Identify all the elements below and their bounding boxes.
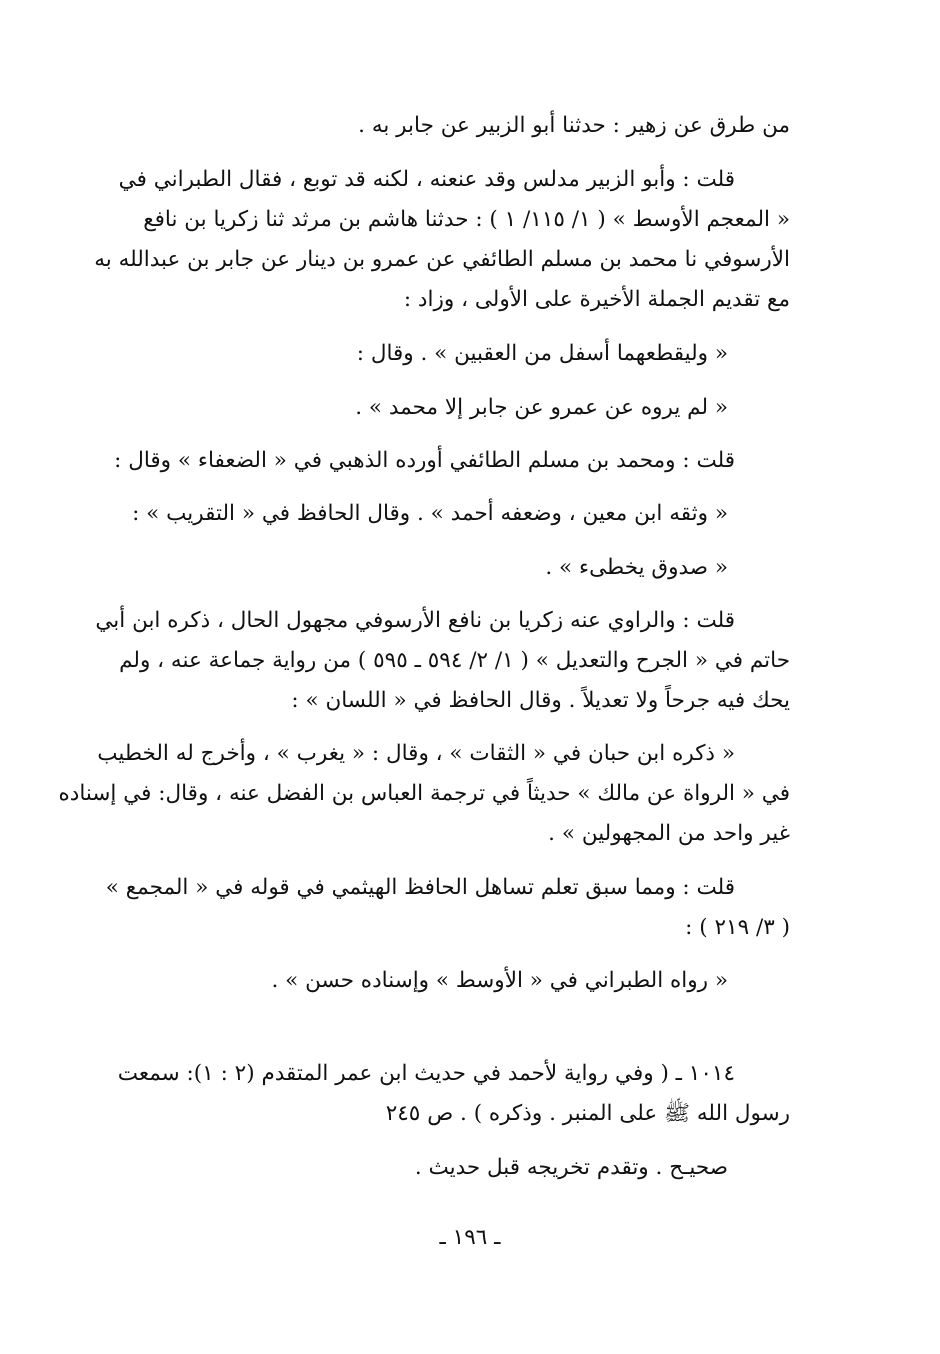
page-number: ـ ١٩٦ ـ: [439, 1225, 501, 1250]
quote-line: في « الرواة عن مالك » حديثاً في ترجمة العباس بن الفضل عنه ، وقال: في إسناده: [58, 781, 790, 806]
text-line: صحيـح . وتقدم تخريجه قبل حديث .: [414, 1155, 728, 1180]
text-line: حاتم في « الجرح والتعديل » ( ١/ ٢/ ٥٩٤ ـ ٥٩٥ ) من رواية جماعة عنه ، ولم: [119, 648, 790, 673]
text-line: قلت : ومما سبق تعلم تساهل الحافظ الهيثمي في قوله في « المجمع »: [105, 875, 735, 900]
text-line: رسول الله ﷺ على المنبر . وذكره ) . ص ٢٤٥: [385, 1101, 790, 1126]
quote-line: « ذكره ابن حبان في « الثقات » ، وقال : « يغرب » ، وأخرج له الخطيب: [97, 741, 735, 766]
quote-line: « رواه الطبراني في « الأوسط » وإسناده حسن » .: [271, 968, 728, 993]
text-line: مع تقديم الجملة الأخيرة على الأولى ، وزاد :: [403, 287, 790, 312]
text-line: قلت : ومحمد بن مسلم الطائفي أورده الذهبي في « الضعفاء » وقال :: [114, 448, 735, 473]
text-line: يحك فيه جرحاً ولا تعديلاً . وقال الحافظ في « اللسان » :: [291, 688, 790, 713]
hadith-heading: ١٠١٤ ـ ( وفي رواية لأحمد في حديث ابن عمر المتقدم (٢ : ١): سمعت: [117, 1061, 735, 1086]
quote-line: « صدوق يخطىء » .: [545, 555, 728, 580]
text-line: قلت : والراوي عنه زكريا بن نافع الأرسوفي مجهول الحال ، ذكره ابن أبي: [95, 608, 735, 633]
quote-line: « وليقطعهما أسفل من العقبين » . وقال :: [356, 341, 728, 366]
text-line: من طرق عن زهير : حدثنا أبو الزبير عن جابر به .: [358, 113, 790, 138]
text-line: الأرسوفي نا محمد بن مسلم الطائفي عن عمرو بن دينار عن جابر بن عبدالله به: [94, 247, 790, 272]
quote-line: غير واحد من المجهولين » .: [548, 821, 790, 846]
text-line: « المعجم الأوسط » ( ١/ ١١٥/ ١ ) : حدثنا هاشم بن مرثد ثنا زكريا بن نافع: [143, 207, 790, 232]
text-line: ( ٣/ ٢١٩ ) :: [685, 915, 790, 940]
quote-line: « وثقه ابن معين ، وضعفه أحمد » . وقال الحافظ في « التقريب » :: [132, 501, 728, 526]
quote-line: « لم يروه عن عمرو عن جابر إلا محمد » .: [355, 395, 728, 420]
text-line: قلت : وأبو الزبير مدلس وقد عنعنه ، لكنه قد توبع ، فقال الطبراني في: [118, 167, 735, 192]
